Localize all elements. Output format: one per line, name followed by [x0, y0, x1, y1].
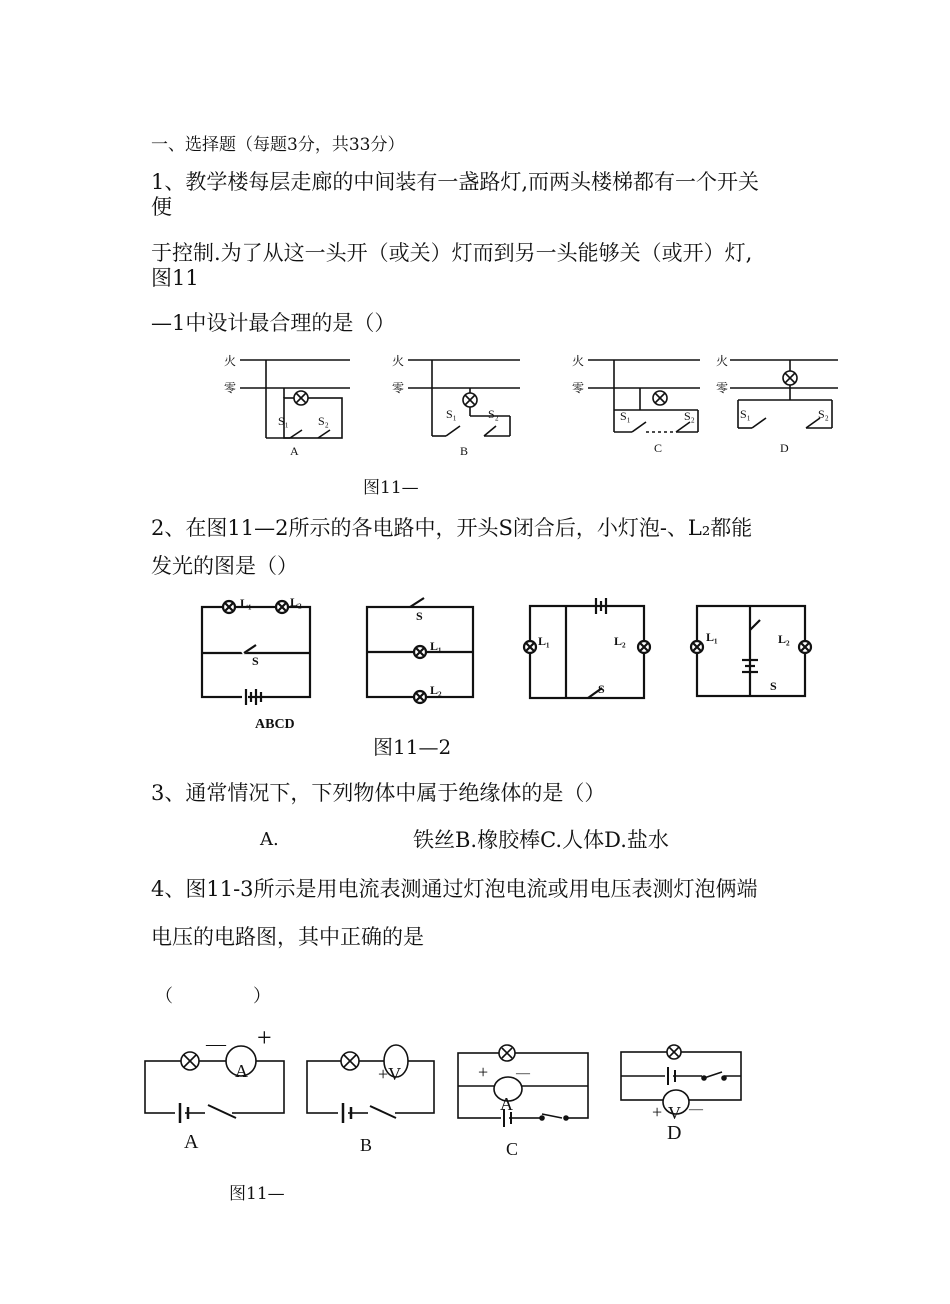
b-voltmeter-label: +V [378, 1064, 402, 1084]
d-minus-sign: — [689, 1102, 703, 1117]
label-d: D [780, 441, 789, 455]
q1-line2: 于控制.为了从这一头开（或关）灯而到另一头能够关（或开）灯, [151, 241, 753, 265]
s1-label-b: S₁ [446, 407, 457, 421]
label-b: B [360, 1135, 373, 1155]
label-c: C [506, 1139, 519, 1159]
a-ammeter-label: A [235, 1061, 248, 1081]
q3-options: 铁丝B.橡胶棒C.人体D.盐水 [413, 828, 669, 852]
q4-paren-close: ） [253, 986, 271, 1007]
d-l2-label: L₂ [778, 632, 790, 646]
c-plus-sign: + [478, 1062, 489, 1082]
a-l2-label: L₂ [290, 595, 302, 609]
q3-option-a: A. [260, 829, 279, 850]
a-s-label: S [252, 654, 259, 668]
label-c: C [654, 441, 663, 455]
b-s-label: S [416, 609, 423, 623]
neutral-label-c: 零 [572, 381, 585, 395]
d-s-label: S [770, 679, 777, 693]
q4-line2: 电压的电路图，其中正确的是 [151, 925, 424, 949]
q1-line1b: 便 [151, 195, 172, 219]
label-a: A [290, 444, 299, 458]
s2-label-b: S₂ [488, 407, 499, 421]
q1-line2b: 图11 [151, 266, 199, 290]
q4-line1: 4、图11-3所示是用电流表测通过灯泡电流或用电压表测灯泡俩端 [151, 877, 758, 901]
c-l2-label: L₂ [614, 634, 626, 648]
q2-line1: 2、在图11—2所示的各电路中，开头S闭合后，小灯泡-、L₂都能 [151, 516, 753, 540]
section-title: 一、选择题（每题3分，共33分） [151, 135, 405, 155]
neutral-label-a: 零 [224, 381, 237, 395]
d-l1-label: L₁ [706, 630, 718, 644]
label-d: D [667, 1122, 682, 1144]
s2-label-a: S₂ [318, 414, 329, 428]
label-b: B [460, 444, 469, 458]
q1-line3: —1中设计最合理的是（） [151, 311, 396, 335]
q3-line1: 3、通常情况下，下列物体中属于绝缘体的是（） [151, 781, 606, 805]
abcd-label: ABCD [255, 717, 295, 732]
d-voltmeter-label: V [668, 1103, 681, 1123]
a-plus-sign: + [257, 1023, 272, 1052]
a-minus-sign: — [206, 1033, 226, 1055]
s1-label-a: S₁ [278, 414, 289, 428]
s2-label-c: S₂ [684, 409, 695, 423]
q2-line2: 发光的图是（） [151, 554, 298, 578]
b-l2-label: L₂ [430, 683, 442, 697]
a-l1-label: L₁ [240, 596, 252, 610]
neutral-label-b: 零 [392, 381, 405, 395]
fire-label-c: 火 [572, 354, 585, 368]
fire-label-b: 火 [392, 354, 405, 368]
q1-line1: 1、教学楼每层走廊的中间装有一盏路灯,而两头楼梯都有一个开关 [151, 170, 760, 194]
d-plus-sign: + [652, 1102, 663, 1122]
s1-label-c: S₁ [620, 409, 631, 423]
figure-11-3-caption: 图11— [229, 1184, 285, 1204]
fire-label-d: 火 [716, 354, 729, 368]
b-l1-label: L₁ [430, 639, 442, 653]
s1-label-d: S₁ [740, 407, 751, 421]
q4-paren-open: （ [155, 986, 173, 1007]
figure-11-1-caption: 图11— [363, 478, 419, 498]
figure-11-2-caption: 图11—2 [373, 735, 452, 759]
c-ammeter-label: A [500, 1094, 513, 1114]
fire-label-a: 火 [224, 354, 237, 368]
neutral-label-d: 零 [716, 381, 729, 395]
c-s-label: S [598, 682, 605, 696]
c-minus-sign: — [516, 1066, 530, 1081]
label-a: A [184, 1131, 199, 1153]
c-l1-label: L₁ [538, 634, 550, 648]
s2-label-d: S₂ [818, 407, 829, 421]
